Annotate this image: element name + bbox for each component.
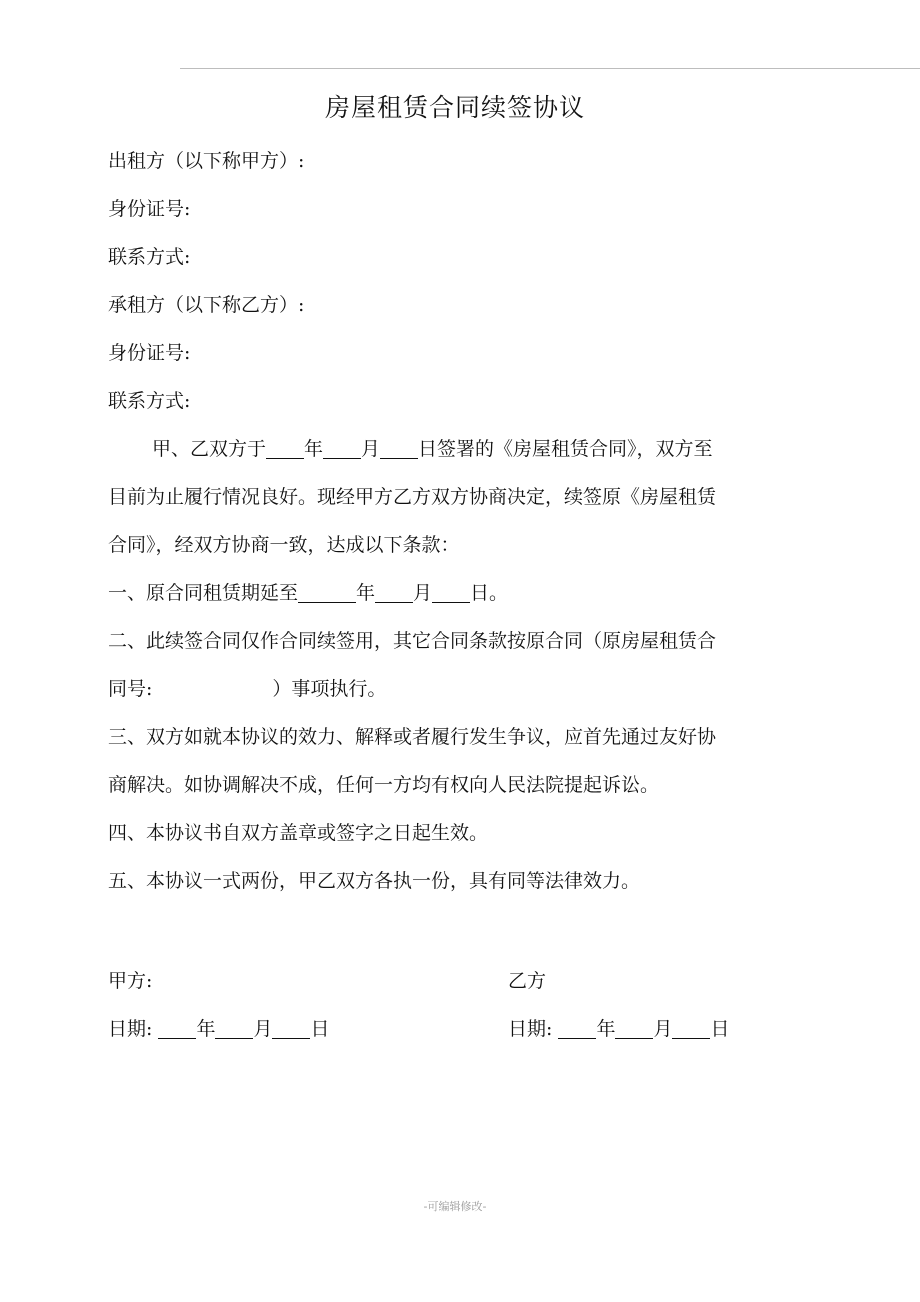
blank-line [615,1016,653,1039]
date-label: 日期: [508,1018,553,1040]
page-footer: -可编辑修改- [423,1200,487,1213]
party-b-id-label: 身份证号: [108,342,191,364]
blank-line [266,436,304,459]
blank-line [380,436,418,459]
party-a-date [108,1014,330,1044]
intro-line-1 [152,434,713,464]
month-text: 月 [413,582,433,604]
clause-3-line-1: 三、双方如就本协议的效力、解释或者履行发生争议，应首先通过友好协 [108,726,717,748]
day-text: 日。 [470,582,509,604]
party-a-name-label: 出租方（以下称甲方）: [108,150,305,172]
clause-text: ）事项执行。 [272,678,387,700]
month-text: 月 [253,1018,273,1040]
intro-text: 甲、乙双方于 [152,438,267,460]
blank-line [432,580,470,603]
year-text: 年 [304,438,324,460]
clause-1 [108,578,508,608]
party-b-date [508,1014,730,1044]
clause-2-line-1: 二、此续签合同仅作合同续签用，其它合同条款按原合同（原房屋租赁合 [108,630,717,652]
party-b-name-label: 承租方（以下称乙方）: [108,294,305,316]
blank-line [215,1016,253,1039]
year-text: 年 [356,582,376,604]
party-a-signature-label: 甲方: [108,970,153,992]
document-title: 房屋租赁合同续签协议 [324,93,585,122]
party-b-signature-label: 乙方 [508,970,547,992]
clause-4: 四、本协议书自双方盖章或签字之日起生效。 [108,822,489,844]
day-text: 日 [710,1018,730,1040]
clause-2-line-2 [108,674,386,704]
year-text: 年 [596,1018,616,1040]
month-text: 月 [653,1018,673,1040]
party-a-id-label: 身份证号: [108,198,191,220]
clause-3-line-2: 商解决。如协调解决不成，任何一方均有权向人民法院提起诉讼。 [108,774,660,796]
party-a-contact-label: 联系方式: [108,246,191,268]
header-rule [180,68,920,69]
clause-5: 五、本协议一式两份，甲乙双方各执一份，具有同等法律效力。 [108,870,641,892]
blank-line [672,1016,710,1039]
clause-text: 同号: [108,678,153,700]
blank-line [298,580,356,603]
clause-text: 一、原合同租赁期延至 [108,582,299,604]
intro-line-2: 目前为止履行情况良好。现经甲方乙方双方协商决定，续签原《房屋租赁 [108,486,717,508]
blank-line [558,1016,596,1039]
intro-text: 日签署的《房屋租赁合同》，双方至 [418,438,713,460]
blank-line [272,1016,310,1039]
month-text: 月 [361,438,381,460]
date-label: 日期: [108,1018,153,1040]
party-b-contact-label: 联系方式: [108,390,191,412]
blank-line [323,436,361,459]
blank-line [375,580,413,603]
blank-line [158,1016,196,1039]
year-text: 年 [196,1018,216,1040]
intro-line-3: 合同》，经双方协商一致，达成以下条款： [108,534,460,556]
day-text: 日 [310,1018,330,1040]
